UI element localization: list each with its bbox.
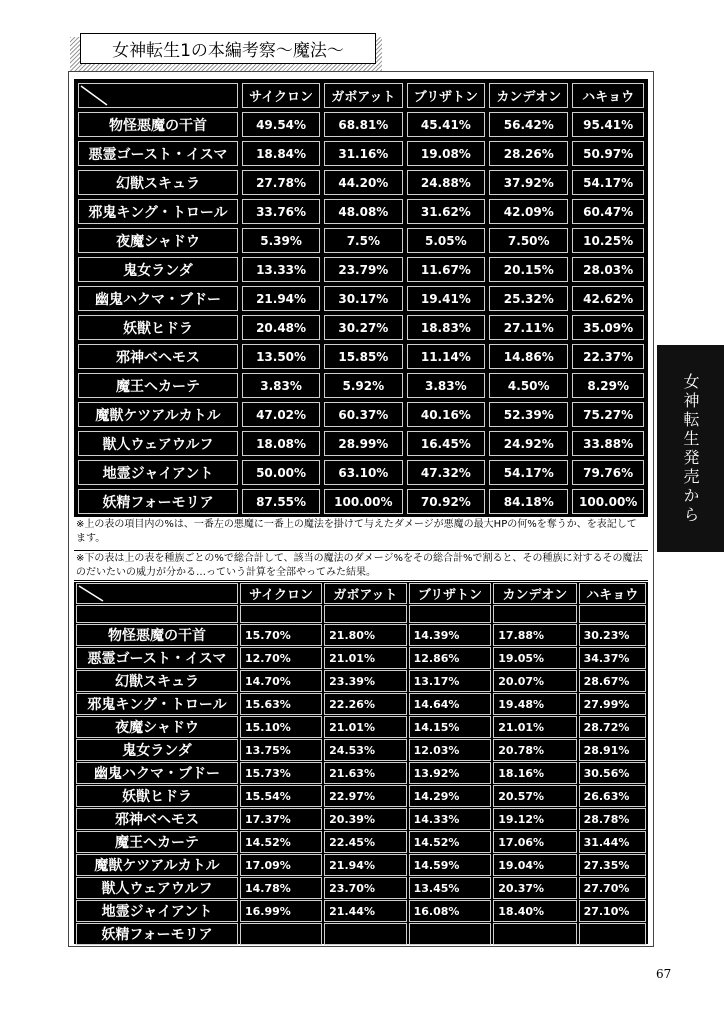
demon-name-cell: 邪鬼キング・トロール xyxy=(76,693,238,715)
value-cell: 95.41% xyxy=(572,112,644,137)
side-chapter-tab: 女神転生発売から xyxy=(657,345,724,552)
table-row xyxy=(78,112,644,137)
value-cell: 19.41% xyxy=(407,286,486,311)
value-cell: 13.75% xyxy=(240,739,322,761)
value-cell: 24.88% xyxy=(407,170,486,195)
column-header: ブリザトン xyxy=(407,83,486,108)
table-row xyxy=(78,141,644,166)
value-cell: 21.80% xyxy=(324,624,406,646)
table-row xyxy=(78,431,644,456)
value-cell: 14.86% xyxy=(489,344,568,369)
value-cell: 27.99% xyxy=(579,693,646,715)
column-header: ハキョウ xyxy=(572,83,644,108)
value-cell: 21.94% xyxy=(242,286,320,311)
top-damage-table xyxy=(74,79,648,518)
column-header: カンデオン xyxy=(493,583,576,604)
value-cell: 14.70% xyxy=(240,670,322,692)
value-cell: 19.12% xyxy=(493,808,576,830)
value-cell: 30.17% xyxy=(324,286,402,311)
table-row xyxy=(78,489,644,514)
value-cell: 14.78% xyxy=(240,877,322,899)
value-cell: 19.05% xyxy=(493,647,576,669)
table-row xyxy=(76,854,646,876)
value-cell: 23.79% xyxy=(324,257,402,282)
demon-name-cell: 幽鬼ハクマ・ブドー xyxy=(78,286,238,311)
value-cell: 13.17% xyxy=(409,670,492,692)
top-table-body xyxy=(78,112,644,514)
value-cell: 14.33% xyxy=(409,808,492,830)
table-row xyxy=(78,257,644,282)
value-cell: 14.29% xyxy=(409,785,492,807)
empty-cell xyxy=(240,605,322,623)
table-row xyxy=(76,739,646,761)
value-cell: 63.10% xyxy=(324,460,402,485)
value-cell: 7.5% xyxy=(324,228,402,253)
column-header: サイクロン xyxy=(242,83,320,108)
demon-name-cell: 獣人ウェアウルフ xyxy=(76,877,238,899)
bottom-table-panel xyxy=(74,582,648,944)
value-cell: 21.94% xyxy=(324,854,406,876)
value-cell: 21.44% xyxy=(324,900,406,922)
value-cell: 21.01% xyxy=(493,716,576,738)
value-cell: 28.99% xyxy=(324,431,402,456)
empty-cell xyxy=(324,605,406,623)
value-cell xyxy=(493,923,576,945)
diagonal-line-icon xyxy=(77,584,237,602)
table-row xyxy=(76,647,646,669)
demon-name-cell: 妖獣ヒドラ xyxy=(76,785,238,807)
value-cell: 27.10% xyxy=(579,900,646,922)
value-cell: 54.17% xyxy=(489,460,568,485)
value-cell: 27.78% xyxy=(242,170,320,195)
value-cell: 20.15% xyxy=(489,257,568,282)
value-cell: 35.09% xyxy=(572,315,644,340)
table-row xyxy=(76,670,646,692)
value-cell: 30.56% xyxy=(579,762,646,784)
table-row xyxy=(78,199,644,224)
value-cell: 27.35% xyxy=(579,854,646,876)
value-cell: 5.92% xyxy=(324,373,402,398)
table-row xyxy=(78,460,644,485)
value-cell: 14.64% xyxy=(409,693,492,715)
bottom-header-row xyxy=(76,583,646,604)
column-header: ブリザトン xyxy=(409,583,492,604)
value-cell: 12.86% xyxy=(409,647,492,669)
demon-name-cell: 邪神ベヘモス xyxy=(76,808,238,830)
bottom-table-body xyxy=(76,624,646,945)
value-cell: 87.55% xyxy=(242,489,320,514)
table-row xyxy=(78,228,644,253)
demon-name-cell: 妖精フォーモリア xyxy=(76,923,238,945)
table-row xyxy=(78,344,644,369)
value-cell: 28.26% xyxy=(489,141,568,166)
value-cell: 13.45% xyxy=(409,877,492,899)
value-cell: 18.84% xyxy=(242,141,320,166)
value-cell: 60.37% xyxy=(324,402,402,427)
value-cell: 11.67% xyxy=(407,257,486,282)
value-cell: 14.52% xyxy=(240,831,322,853)
table-row xyxy=(78,170,644,195)
value-cell: 19.08% xyxy=(407,141,486,166)
column-header: サイクロン xyxy=(240,583,322,604)
value-cell: 18.16% xyxy=(493,762,576,784)
value-cell: 22.45% xyxy=(324,831,406,853)
value-cell: 75.27% xyxy=(572,402,644,427)
value-cell: 45.41% xyxy=(407,112,486,137)
demon-name-cell: 魔王ヘカーテ xyxy=(76,831,238,853)
value-cell: 49.54% xyxy=(242,112,320,137)
value-cell: 30.27% xyxy=(324,315,402,340)
value-cell: 18.40% xyxy=(493,900,576,922)
demon-name-cell: 地霊ジャイアント xyxy=(76,900,238,922)
demon-name-cell: 妖精フォーモリア xyxy=(78,489,238,514)
demon-name-cell: 幻獣スキュラ xyxy=(76,670,238,692)
value-cell: 60.47% xyxy=(572,199,644,224)
value-cell: 15.70% xyxy=(240,624,322,646)
value-cell: 11.14% xyxy=(407,344,486,369)
table-row xyxy=(76,693,646,715)
empty-cell xyxy=(493,605,576,623)
value-cell: 15.54% xyxy=(240,785,322,807)
value-cell: 84.18% xyxy=(489,489,568,514)
value-cell: 20.57% xyxy=(493,785,576,807)
value-cell: 48.08% xyxy=(324,199,402,224)
demon-name-cell: 魔王ヘカーテ xyxy=(78,373,238,398)
value-cell: 15.85% xyxy=(324,344,402,369)
value-cell: 21.01% xyxy=(324,647,406,669)
empty-cell xyxy=(76,605,238,623)
corner-cell xyxy=(76,583,238,604)
value-cell: 15.63% xyxy=(240,693,322,715)
value-cell: 31.44% xyxy=(579,831,646,853)
column-header: ガボアット xyxy=(324,83,402,108)
value-cell: 31.16% xyxy=(324,141,402,166)
value-cell: 8.29% xyxy=(572,373,644,398)
top-header-row xyxy=(78,83,644,108)
top-table-panel xyxy=(74,79,648,517)
value-cell: 21.01% xyxy=(324,716,406,738)
demon-name-cell: 物怪悪魔の干首 xyxy=(78,112,238,137)
note-bottom-table: ※下の表は上の表を種族ごとの%で総合計して、該当の魔法のダメージ%をその総合計%で割ると、その種族に対するその魔法のだいたいの威力が分かる…っていう計算を全部やってみた結果。 xyxy=(74,550,648,581)
table-row xyxy=(78,402,644,427)
value-cell: 40.16% xyxy=(407,402,486,427)
value-cell: 21.63% xyxy=(324,762,406,784)
empty-cell xyxy=(579,605,646,623)
value-cell: 28.67% xyxy=(579,670,646,692)
value-cell: 16.45% xyxy=(407,431,486,456)
value-cell: 23.39% xyxy=(324,670,406,692)
value-cell: 33.76% xyxy=(242,199,320,224)
value-cell: 27.11% xyxy=(489,315,568,340)
value-cell: 20.78% xyxy=(493,739,576,761)
value-cell: 47.32% xyxy=(407,460,486,485)
demon-name-cell: 鬼女ランダ xyxy=(78,257,238,282)
value-cell: 24.92% xyxy=(489,431,568,456)
table-row xyxy=(78,373,644,398)
value-cell: 5.05% xyxy=(407,228,486,253)
value-cell: 28.91% xyxy=(579,739,646,761)
column-header: カンデオン xyxy=(489,83,568,108)
table-row xyxy=(76,624,646,646)
value-cell: 17.37% xyxy=(240,808,322,830)
value-cell: 15.73% xyxy=(240,762,322,784)
value-cell: 4.50% xyxy=(489,373,568,398)
value-cell: 5.39% xyxy=(242,228,320,253)
table-row xyxy=(76,762,646,784)
column-header: ハキョウ xyxy=(579,583,646,604)
page-title: 女神転生1の本編考察〜魔法〜 xyxy=(80,33,376,64)
value-cell: 100.00% xyxy=(324,489,402,514)
value-cell: 18.83% xyxy=(407,315,486,340)
value-cell: 16.08% xyxy=(409,900,492,922)
value-cell: 54.17% xyxy=(572,170,644,195)
value-cell xyxy=(579,923,646,945)
value-cell: 42.09% xyxy=(489,199,568,224)
table-row xyxy=(78,315,644,340)
value-cell: 22.37% xyxy=(572,344,644,369)
table-row xyxy=(76,900,646,922)
table-row xyxy=(76,877,646,899)
value-cell: 19.48% xyxy=(493,693,576,715)
demon-name-cell: 魔獣ケツアルカトル xyxy=(76,854,238,876)
value-cell: 14.59% xyxy=(409,854,492,876)
value-cell: 14.52% xyxy=(409,831,492,853)
value-cell: 23.70% xyxy=(324,877,406,899)
demon-name-cell: 鬼女ランダ xyxy=(76,739,238,761)
page-number: 67 xyxy=(656,967,672,981)
value-cell: 7.50% xyxy=(489,228,568,253)
table-row xyxy=(76,785,646,807)
value-cell: 14.39% xyxy=(409,624,492,646)
value-cell: 50.00% xyxy=(242,460,320,485)
value-cell: 34.37% xyxy=(579,647,646,669)
value-cell: 47.02% xyxy=(242,402,320,427)
table-row xyxy=(76,808,646,830)
value-cell: 3.83% xyxy=(242,373,320,398)
empty-cell xyxy=(409,605,492,623)
value-cell: 12.03% xyxy=(409,739,492,761)
value-cell xyxy=(324,923,406,945)
value-cell: 26.63% xyxy=(579,785,646,807)
value-cell: 25.32% xyxy=(489,286,568,311)
value-cell: 28.72% xyxy=(579,716,646,738)
value-cell: 20.07% xyxy=(493,670,576,692)
value-cell: 19.04% xyxy=(493,854,576,876)
value-cell: 42.62% xyxy=(572,286,644,311)
value-cell: 28.03% xyxy=(572,257,644,282)
value-cell: 30.23% xyxy=(579,624,646,646)
value-cell: 44.20% xyxy=(324,170,402,195)
value-cell: 20.48% xyxy=(242,315,320,340)
table-row xyxy=(76,831,646,853)
bottom-ratio-table xyxy=(74,582,648,946)
value-cell: 14.15% xyxy=(409,716,492,738)
value-cell: 20.37% xyxy=(493,877,576,899)
value-cell: 27.70% xyxy=(579,877,646,899)
diagonal-line-icon xyxy=(79,84,237,107)
value-cell: 56.42% xyxy=(489,112,568,137)
value-cell xyxy=(240,923,322,945)
value-cell: 28.78% xyxy=(579,808,646,830)
value-cell: 13.92% xyxy=(409,762,492,784)
value-cell: 17.88% xyxy=(493,624,576,646)
value-cell: 13.33% xyxy=(242,257,320,282)
table-row xyxy=(76,716,646,738)
value-cell: 52.39% xyxy=(489,402,568,427)
value-cell: 15.10% xyxy=(240,716,322,738)
corner-cell xyxy=(78,83,238,108)
demon-name-cell: 邪鬼キング・トロール xyxy=(78,199,238,224)
demon-name-cell: 夜魔シャドウ xyxy=(76,716,238,738)
value-cell: 3.83% xyxy=(407,373,486,398)
value-cell: 37.92% xyxy=(489,170,568,195)
value-cell xyxy=(409,923,492,945)
note-top-table: ※上の表の項目内の%は、一番左の悪魔に一番上の魔法を掛けて与えたダメージが悪魔の最大HPの何%を奪うか、を表記してます。 xyxy=(74,517,648,549)
demon-name-cell: 幻獣スキュラ xyxy=(78,170,238,195)
value-cell: 33.88% xyxy=(572,431,644,456)
table-row xyxy=(76,923,646,945)
demon-name-cell: 魔獣ケツアルカトル xyxy=(78,402,238,427)
value-cell: 13.50% xyxy=(242,344,320,369)
demon-name-cell: 悪霊ゴースト・イスマ xyxy=(76,647,238,669)
value-cell: 17.09% xyxy=(240,854,322,876)
demon-name-cell: 地霊ジャイアント xyxy=(78,460,238,485)
demon-name-cell: 夜魔シャドウ xyxy=(78,228,238,253)
value-cell: 18.08% xyxy=(242,431,320,456)
demon-name-cell: 幽鬼ハクマ・ブドー xyxy=(76,762,238,784)
value-cell: 22.26% xyxy=(324,693,406,715)
demon-name-cell: 妖獣ヒドラ xyxy=(78,315,238,340)
value-cell: 31.62% xyxy=(407,199,486,224)
value-cell: 16.99% xyxy=(240,900,322,922)
value-cell: 70.92% xyxy=(407,489,486,514)
table-row xyxy=(78,286,644,311)
value-cell: 10.25% xyxy=(572,228,644,253)
value-cell: 100.00% xyxy=(572,489,644,514)
demon-name-cell: 獣人ウェアウルフ xyxy=(78,431,238,456)
value-cell: 79.76% xyxy=(572,460,644,485)
column-header: ガボアット xyxy=(324,583,406,604)
value-cell: 17.06% xyxy=(493,831,576,853)
value-cell: 20.39% xyxy=(324,808,406,830)
demon-name-cell: 物怪悪魔の干首 xyxy=(76,624,238,646)
demon-name-cell: 邪神ベヘモス xyxy=(78,344,238,369)
demon-name-cell: 悪霊ゴースト・イスマ xyxy=(78,141,238,166)
value-cell: 24.53% xyxy=(324,739,406,761)
value-cell: 50.97% xyxy=(572,141,644,166)
spacer-row xyxy=(76,605,646,623)
value-cell: 68.81% xyxy=(324,112,402,137)
value-cell: 22.97% xyxy=(324,785,406,807)
value-cell: 12.70% xyxy=(240,647,322,669)
